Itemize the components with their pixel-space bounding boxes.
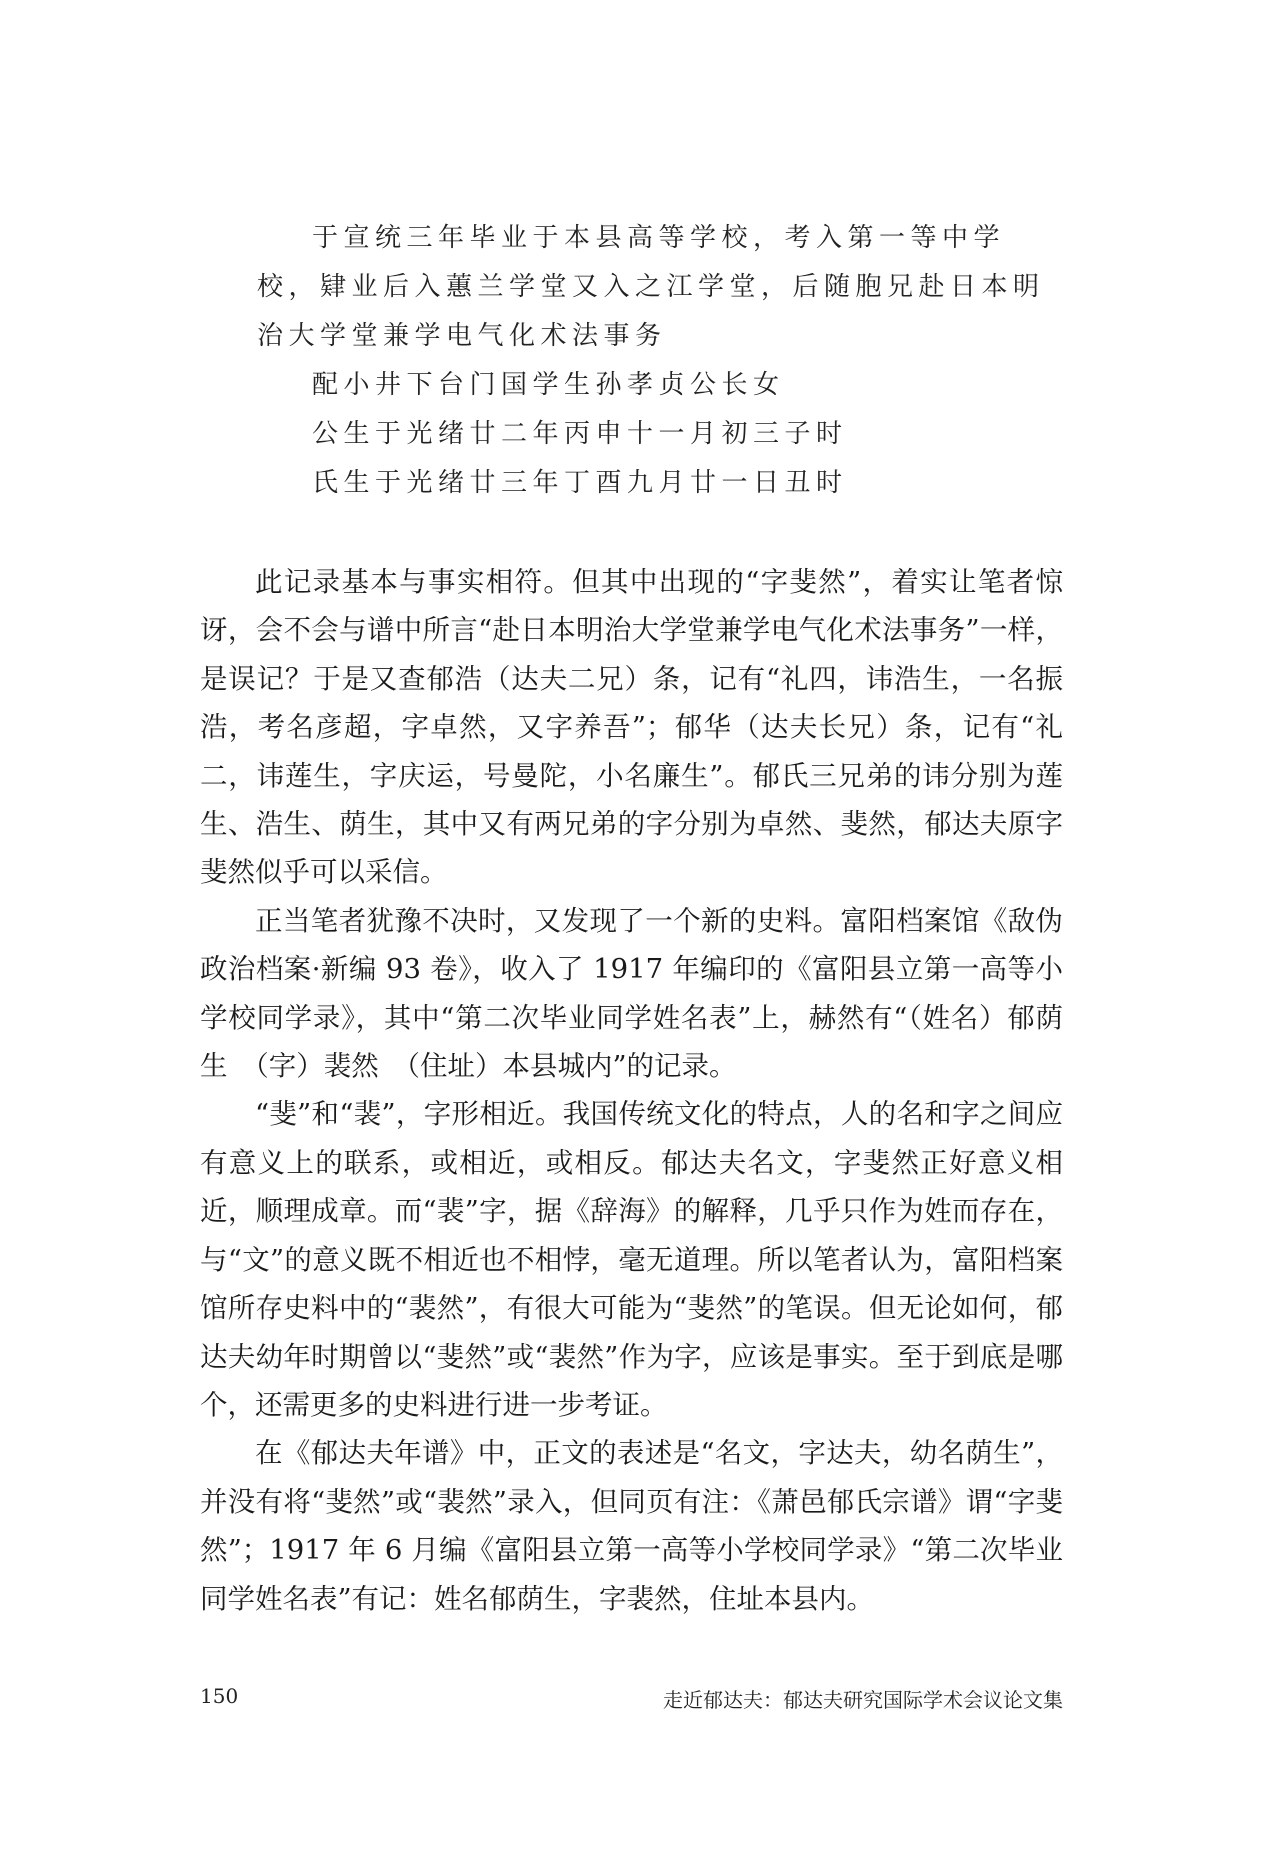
quote-line: 配小井下台门国学生孙孝贞公长女 xyxy=(312,370,785,400)
quote-line: 公生于光绪廿二年丙申十一月初三子时 xyxy=(312,419,848,449)
paragraph: “斐”和“裴”，字形相近。我国传统文化的特点，人的名和字之间应有意义上的联系，或相近，或相反。郁达夫名文，字斐然正好意义相近，顺理成章。而“裴”字，据《辞海》的解释，几乎只作为姓而存在，与“文”的意义既不相近也不相悖，毫无道理。所以笔者认为，富阳档案馆所存史料中的“裴然”，有很大可能为“斐然”的笔误。但无论如何，郁达夫幼年时期曾以“斐然”或“裴然”作为字，应该是事实。至于到底是哪个，还需更多的史料进行进一步考证。 xyxy=(200,1098,1063,1421)
paragraph: 在《郁达夫年谱》中，正文的表述是“名文，字达夫，幼名荫生”，并没有将“斐然”或“裴然”录入，但同页有注：《萧邑郁氏宗谱》谓“字斐然”；1917 年 6 月编《富阳县立第一高等小学校同学录》“第二次毕业同学姓名表”有记：姓名郁荫生，字裴然，住址本县内。 xyxy=(200,1437,1063,1615)
book-title: 走近郁达夫：郁达夫研究国际学术会议论文集 xyxy=(663,1688,1063,1712)
page-number: 150 xyxy=(200,1684,239,1708)
genealogy-quote xyxy=(257,214,1063,508)
quote-line: 氏生于光绪廿三年丁酉九月廿一日丑时 xyxy=(312,468,848,498)
paragraph: 此记录基本与事实相符。但其中出现的“字斐然”，着实让笔者惊讶，会不会与谱中所言“赴日本明治大学堂兼学电气化术法事务”一样，是误记？于是又查郁浩（达夫二兄）条，记有“礼四，讳浩生，一名振浩，考名彦超，字卓然，又字养吾”；郁华（达夫长兄）条，记有“礼二，讳莲生，字庆运，号曼陀，小名廉生”。郁氏三兄弟的讳分别为莲生、浩生、荫生，其中又有两兄弟的字分别为卓然、斐然，郁达夫原字斐然似乎可以采信。 xyxy=(200,566,1063,889)
body-text xyxy=(200,558,1063,1623)
quote-line: 于宣统三年毕业于本县高等学校，考入第一等中学校，肄业后入蕙兰学堂又入之江学堂，后随胞兄赴日本明治大学堂兼学电气化术法事务 xyxy=(257,223,1045,351)
paragraph: 正当笔者犹豫不决时，又发现了一个新的史料。富阳档案馆《敌伪政治档案·新编 93 卷》，收入了 1917 年编印的《富阳县立第一高等小学校同学录》，其中“第二次毕业同学姓名表”上，赫然有“（姓名）郁荫生 （字）裴然 （住址）本县城内”的记录。 xyxy=(200,904,1063,1083)
